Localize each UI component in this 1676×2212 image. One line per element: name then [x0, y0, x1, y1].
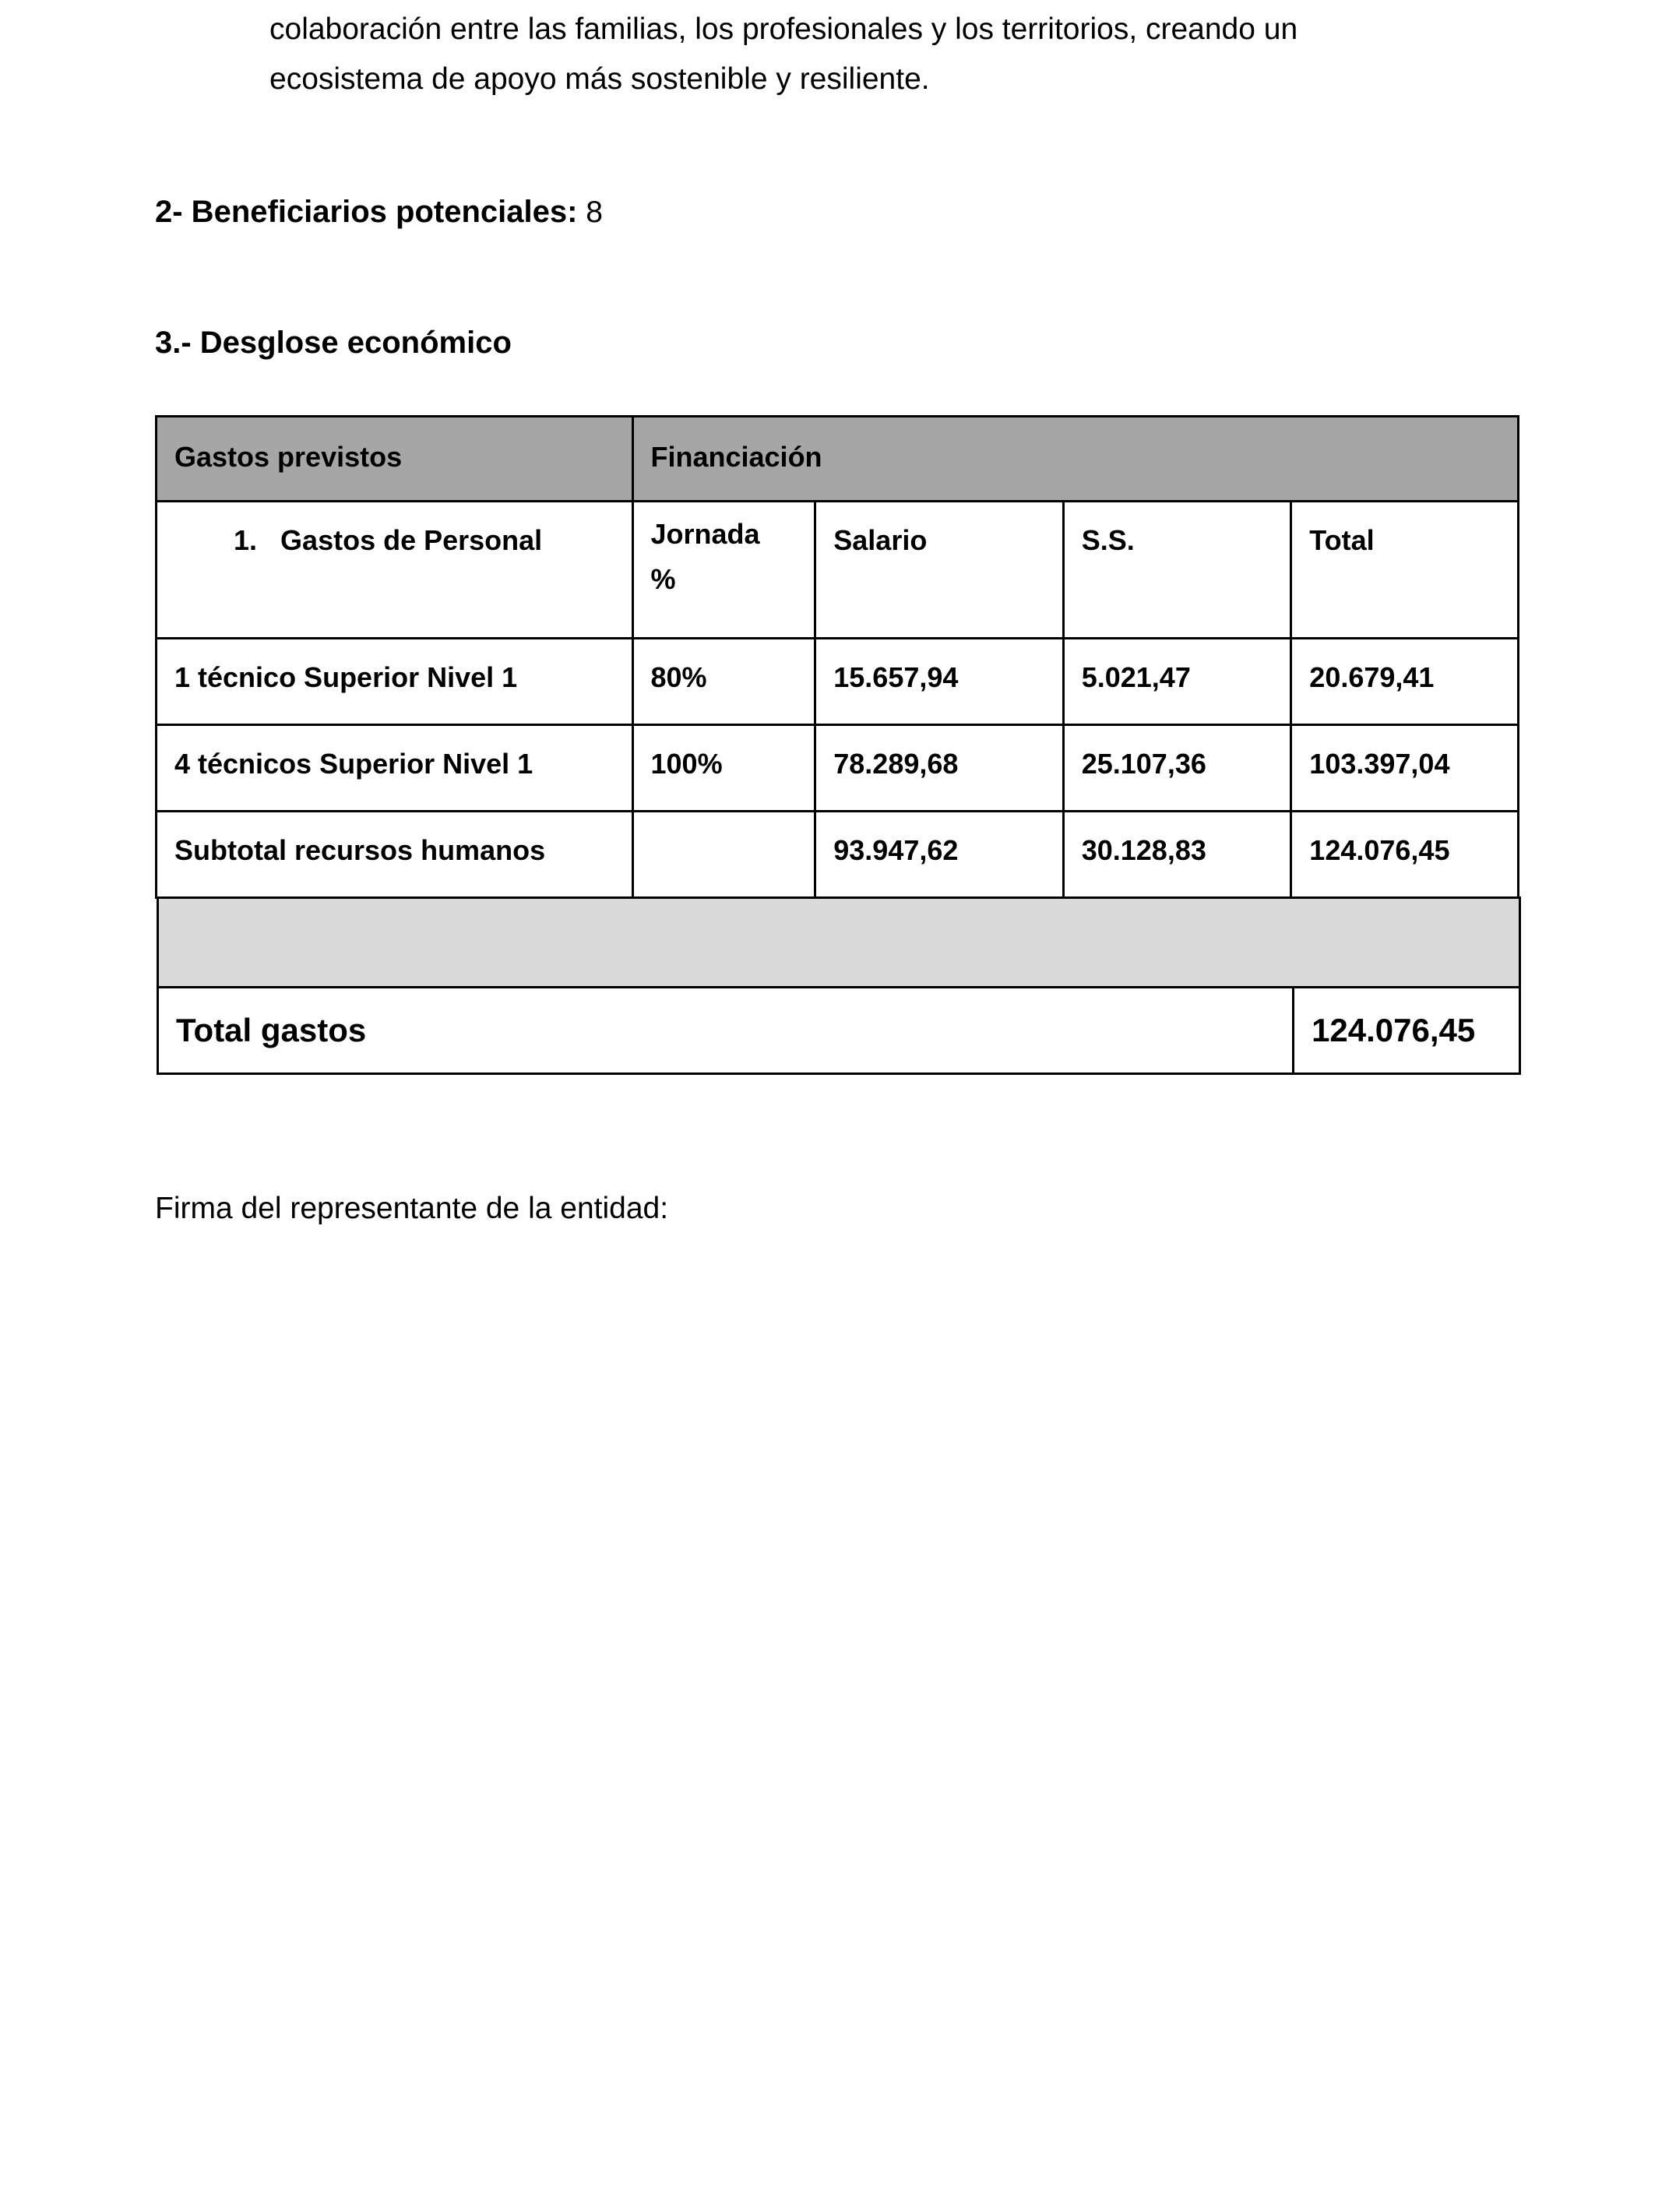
desglose-heading: 3.- Desglose económico [155, 326, 512, 360]
cell-total: 103.397,04 [1291, 725, 1519, 812]
subheader-jornada [632, 502, 815, 639]
cell-concepto: 4 técnicos Superior Nivel 1 [157, 725, 633, 812]
cell-ss: 30.128,83 [1063, 812, 1291, 898]
subheader-total: Total [1291, 502, 1519, 639]
intro-line-2: ecosistema de apoyo más sostenible y resiliente. [269, 62, 930, 96]
jornada-pct: % [650, 563, 676, 595]
cell-ss: 25.107,36 [1063, 725, 1291, 812]
beneficiarios [155, 195, 603, 230]
total-table [157, 896, 1521, 1075]
subheader-ss: S.S. [1063, 502, 1291, 639]
cell-total: 124.076,45 [1291, 812, 1519, 898]
section-number: 1. [234, 524, 258, 556]
cell-jornada [632, 812, 815, 898]
cell-concepto: 1 técnico Superior Nivel 1 [157, 639, 633, 725]
subheader-section [157, 502, 633, 639]
cell-salario: 78.289,68 [815, 725, 1063, 812]
section-title: Gastos de Personal [280, 524, 543, 556]
spacer-row [158, 898, 1520, 988]
subheader-salario: Salario [815, 502, 1063, 639]
header-row [157, 417, 1519, 502]
cell-concepto: Subtotal recursos humanos [157, 812, 633, 898]
subheader-row [157, 502, 1519, 639]
cell-salario: 15.657,94 [815, 639, 1063, 725]
spacer-cell [158, 898, 1520, 988]
beneficiarios-label: 2- Beneficiarios potenciales: [155, 195, 578, 229]
total-value: 124.076,45 [1294, 988, 1520, 1074]
beneficiarios-value: 8 [586, 195, 603, 229]
total-label: Total gastos [158, 988, 1294, 1074]
cell-total: 20.679,41 [1291, 639, 1519, 725]
intro-line-1: colaboración entre las familias, los profesionales y los territorios, creando un [269, 12, 1298, 46]
header-financiacion: Financiación [632, 417, 1519, 502]
firma-label: Firma del representante de la entidad: [155, 1192, 669, 1225]
cell-jornada: 100% [632, 725, 815, 812]
budget-table [155, 415, 1519, 899]
total-row [158, 988, 1520, 1074]
cell-jornada: 80% [632, 639, 815, 725]
cell-ss: 5.021,47 [1063, 639, 1291, 725]
subtotal-row [157, 812, 1519, 898]
table-row [157, 725, 1519, 812]
jornada-label: Jornada [650, 518, 760, 550]
table-row [157, 639, 1519, 725]
header-gastos: Gastos previstos [157, 417, 633, 502]
cell-salario: 93.947,62 [815, 812, 1063, 898]
